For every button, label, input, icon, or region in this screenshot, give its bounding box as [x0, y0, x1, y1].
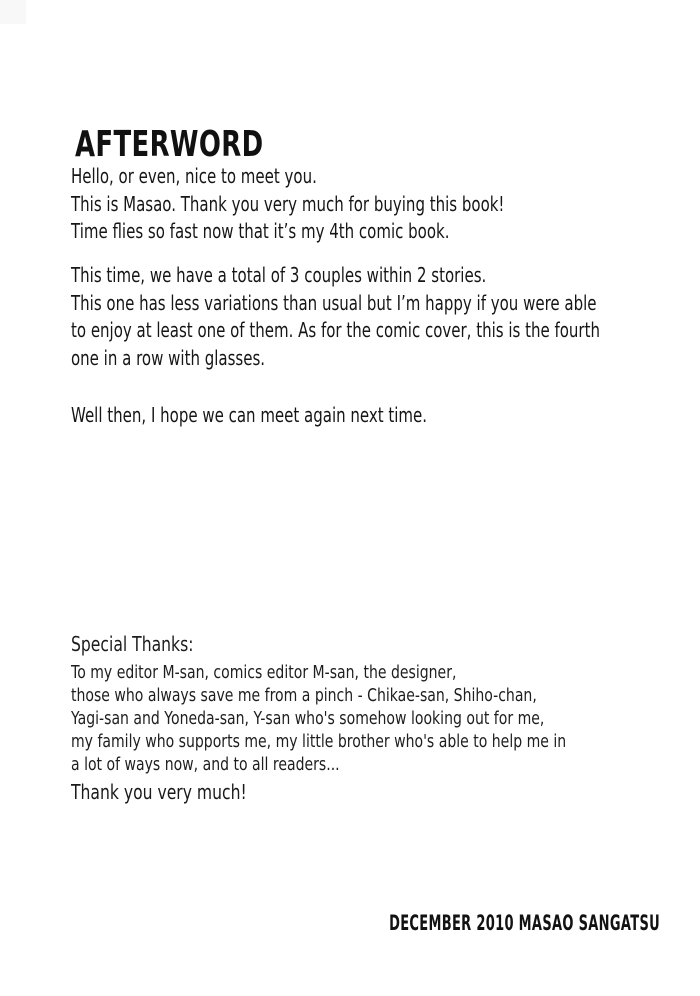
special-thanks-line: To my editor M-san, comics editor M-san, the designer, — [71, 662, 457, 683]
thanks-closing: Thank you very much! — [71, 780, 247, 804]
special-thanks-list — [71, 661, 566, 776]
stories-line: to enjoy at least one of them. As for the comic cover, this is the fourth — [71, 318, 600, 342]
farewell-line: Well then, I hope we can meet again next time. — [71, 403, 428, 427]
special-thanks-line: my family who supports me, my little brother who's able to help me in — [71, 731, 567, 752]
farewell-paragraph — [71, 402, 427, 430]
stories-line: This time, we have a total of 3 couples within 2 stories. — [71, 263, 487, 287]
special-thanks-heading-block — [71, 631, 193, 657]
intro-paragraph — [71, 163, 504, 246]
intro-line: Time flies so fast now that it’s my 4th comic book. — [71, 219, 450, 243]
stories-paragraph — [71, 262, 600, 372]
special-thanks-line: those who always save me from a pinch - Chikae-san, Shiho-chan, — [71, 685, 537, 706]
scan-corner-artifact — [0, 0, 26, 24]
page-title: AFTERWORD — [75, 124, 264, 166]
special-thanks-line: Yagi-san and Yoneda-san, Y-san who's somehow looking out for me, — [71, 708, 545, 729]
special-thanks-line: a lot of ways now, and to all readers... — [71, 754, 340, 775]
stories-line: one in a row with glasses. — [71, 345, 266, 370]
thanks-closing-block — [71, 779, 247, 805]
date-author-credit: DECEMBER 2010 MASAO SANGATSU — [389, 911, 660, 935]
special-thanks-heading: Special Thanks: — [71, 632, 194, 656]
intro-line: Hello, or even, nice to meet you. — [71, 164, 317, 188]
intro-line: This is Masao. Thank you very much for buying this book! — [71, 191, 505, 216]
stories-line: This one has less variations than usual but I’m happy if you were able — [71, 290, 597, 315]
